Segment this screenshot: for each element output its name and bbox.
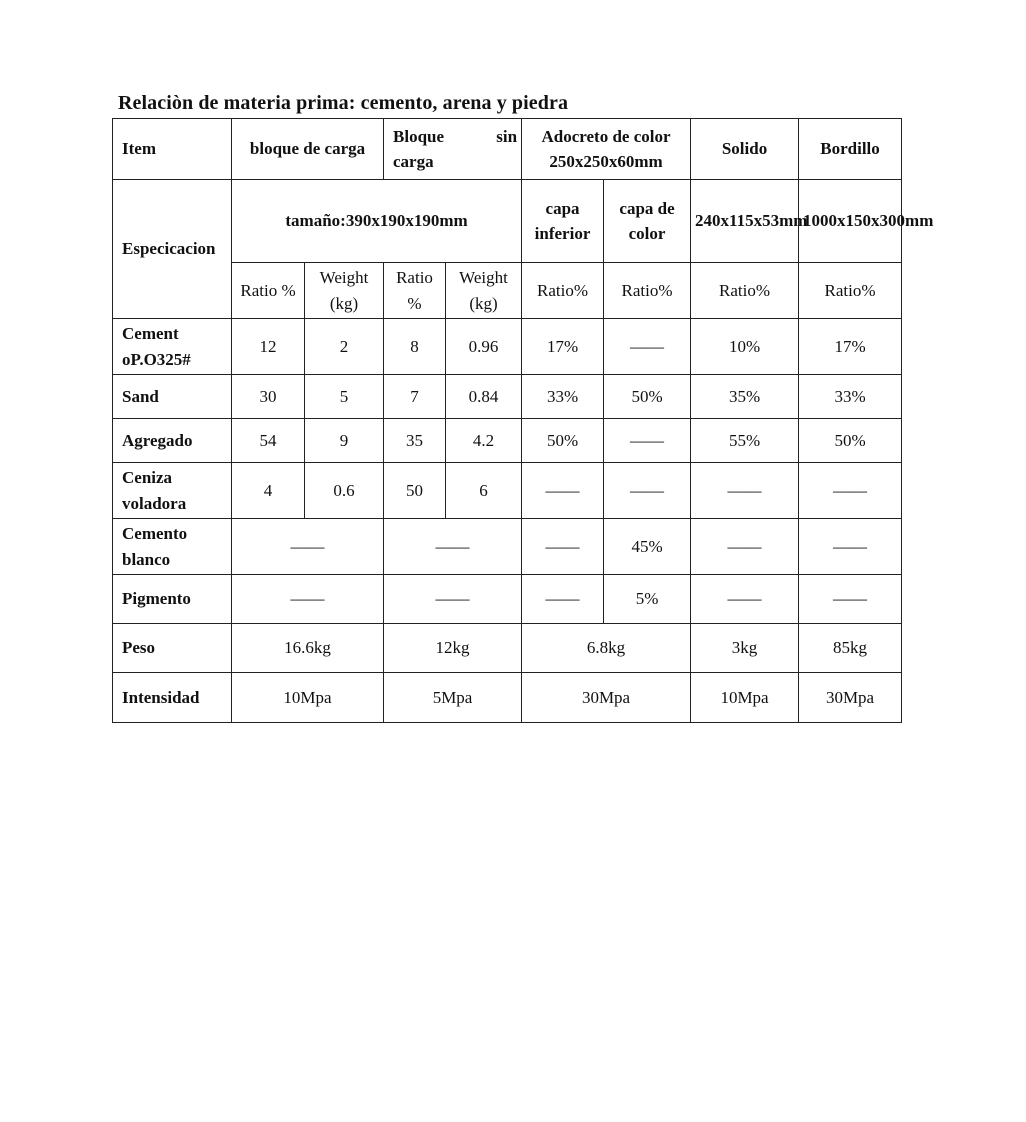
spec-label: Especicacion	[113, 180, 232, 319]
unit-weight: Weight (kg)	[446, 263, 522, 319]
units-row	[113, 263, 902, 319]
table-cell: 5Mpa	[384, 673, 522, 723]
table-cell: ——	[384, 575, 522, 624]
header-bloque-carga: bloque de carga	[232, 119, 384, 180]
table-cell: 50%	[522, 419, 604, 463]
table-cell: 5%	[604, 575, 691, 624]
header-bordillo: Bordillo	[799, 119, 902, 180]
table-cell: ——	[604, 319, 691, 375]
table-cell: 10%	[691, 319, 799, 375]
table-cell: 35	[384, 419, 446, 463]
table-cell: ——	[799, 519, 902, 575]
row-label: Ceniza voladora	[113, 463, 232, 519]
row-label: Pigmento	[113, 575, 232, 624]
unit-weight: Weight (kg)	[305, 263, 384, 319]
header-row	[113, 119, 902, 180]
table-cell: 50	[384, 463, 446, 519]
header-bloque-sin-word1: Bloque	[393, 126, 445, 146]
page-title: Relaciòn de materia prima: cemento, arena y piedra	[118, 92, 569, 114]
table-row	[113, 319, 902, 375]
unit-ratio-pct: Ratio%	[522, 263, 604, 319]
row-label: Intensidad	[113, 673, 232, 723]
header-solido: Solido	[691, 119, 799, 180]
table-cell: ——	[604, 463, 691, 519]
spec-size: tamaño:390x190x190mm	[232, 180, 522, 263]
table-cell: ——	[522, 519, 604, 575]
table-cell: 4	[232, 463, 305, 519]
row-label: Agregado	[113, 419, 232, 463]
spec-solido-size: 240x115x53mm	[691, 180, 799, 263]
table-cell: 17%	[799, 319, 902, 375]
table-cell: 3kg	[691, 624, 799, 673]
table-cell: 5	[305, 375, 384, 419]
spec-bordillo-size: 1000x150x300mm	[799, 180, 902, 263]
table-cell: ——	[522, 575, 604, 624]
table-cell: 16.6kg	[232, 624, 384, 673]
table-cell: 54	[232, 419, 305, 463]
table-cell: 17%	[522, 319, 604, 375]
table-cell: ——	[691, 463, 799, 519]
header-bloque-sin-word3: carga	[393, 152, 434, 171]
header-bloque-sin-carga	[384, 119, 522, 180]
table-cell: 55%	[691, 419, 799, 463]
table-cell: 0.84	[446, 375, 522, 419]
header-bloque-sin-word2: sin	[496, 126, 518, 146]
raw-material-table	[112, 118, 934, 723]
unit-ratio-pct: Ratio%	[691, 263, 799, 319]
row-label: Cement oP.O325#	[113, 319, 232, 375]
table-cell: ——	[799, 463, 902, 519]
spec-capa-color: capa de color	[604, 180, 691, 263]
table-cell: 4.2	[446, 419, 522, 463]
table-cell: ——	[691, 575, 799, 624]
unit-ratio: Ratio %	[384, 263, 446, 319]
row-label: Sand	[113, 375, 232, 419]
table-cell: 12kg	[384, 624, 522, 673]
table-cell: 7	[384, 375, 446, 419]
table-row	[113, 419, 902, 463]
row-label: Peso	[113, 624, 232, 673]
table-cell: 33%	[799, 375, 902, 419]
table-cell: 35%	[691, 375, 799, 419]
table-cell: 12	[232, 319, 305, 375]
table-cell: ——	[691, 519, 799, 575]
table-cell: 2	[305, 319, 384, 375]
table-cell: 10Mpa	[691, 673, 799, 723]
table-cell: 30Mpa	[799, 673, 902, 723]
table-cell: 33%	[522, 375, 604, 419]
table-cell: 9	[305, 419, 384, 463]
table-cell: ——	[799, 575, 902, 624]
table-cell: 45%	[604, 519, 691, 575]
table-cell: 8	[384, 319, 446, 375]
spec-capa-inferior: capa inferior	[522, 180, 604, 263]
table-cell: ——	[232, 575, 384, 624]
spec-row	[113, 180, 902, 263]
table-cell: 6	[446, 463, 522, 519]
header-item: Item	[113, 119, 232, 180]
table-row	[113, 575, 902, 624]
table-cell: 6.8kg	[522, 624, 691, 673]
unit-ratio: Ratio %	[232, 263, 305, 319]
table-row	[113, 519, 902, 575]
table-cell: ——	[604, 419, 691, 463]
table-cell: 10Mpa	[232, 673, 384, 723]
table-row	[113, 375, 902, 419]
table-row	[113, 624, 902, 673]
table-cell: 30	[232, 375, 305, 419]
table-cell: ——	[232, 519, 384, 575]
table-cell: 50%	[604, 375, 691, 419]
row-label: Cemento blanco	[113, 519, 232, 575]
table-cell: 50%	[799, 419, 902, 463]
table-row	[113, 463, 902, 519]
table-cell: ——	[384, 519, 522, 575]
table-cell: 85kg	[799, 624, 902, 673]
unit-ratio-pct: Ratio%	[604, 263, 691, 319]
table-cell: ——	[522, 463, 604, 519]
header-adocreto: Adocreto de color 250x250x60mm	[522, 119, 691, 180]
unit-ratio-pct: Ratio%	[799, 263, 902, 319]
table-cell: 0.6	[305, 463, 384, 519]
table-cell: 30Mpa	[522, 673, 691, 723]
table-cell: 0.96	[446, 319, 522, 375]
table-row	[113, 673, 902, 723]
